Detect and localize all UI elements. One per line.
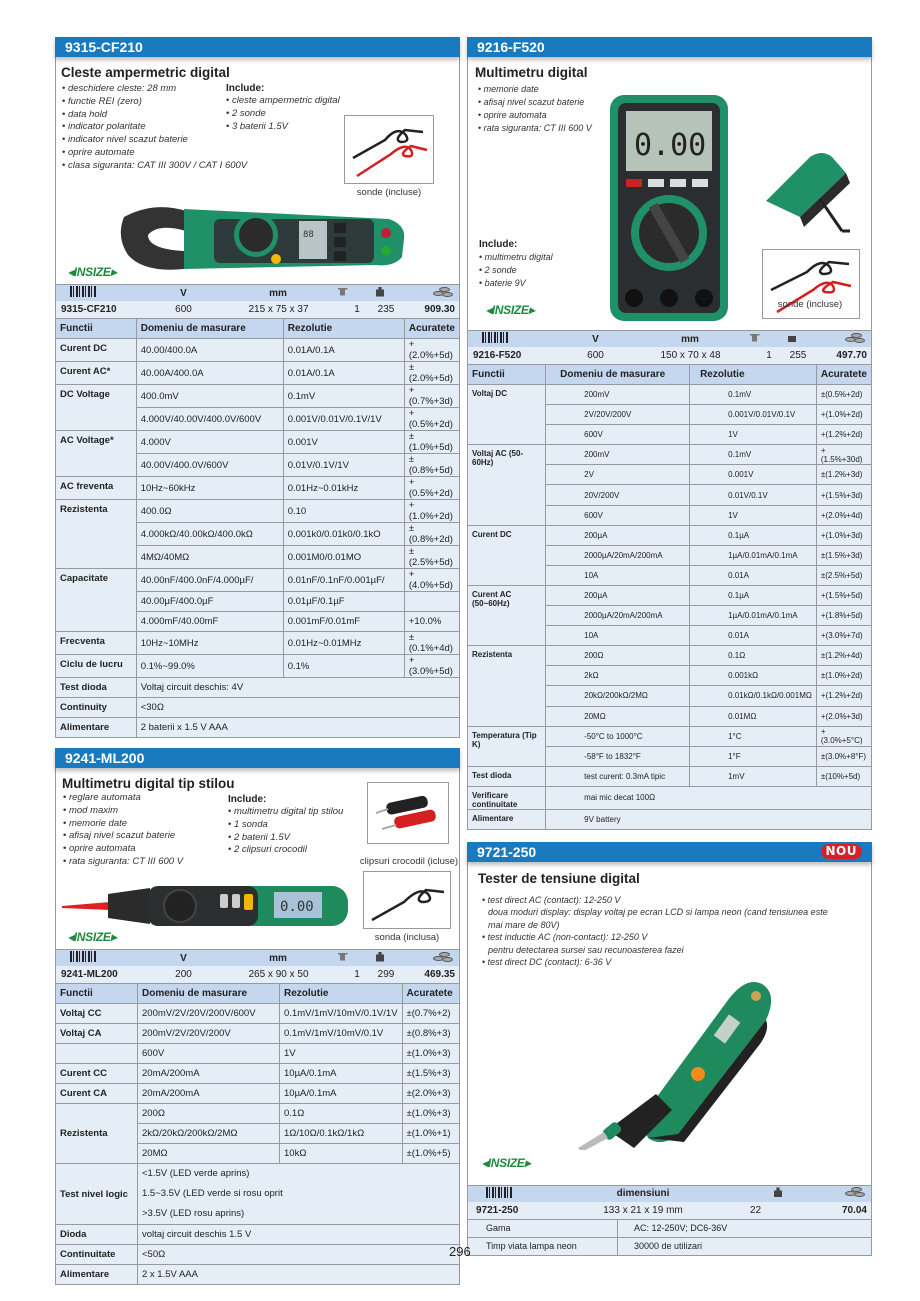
column-header: Acuratete [816,365,871,385]
spec-code: 9216-F520 [473,350,522,361]
spec-voltage: 600 [587,350,604,361]
column-header: Domeniu de masurare [136,319,283,339]
table-row: 20MΩ 0.01MΩ +(2.0%+3d) [468,706,872,726]
product-header-9315-cf210 [55,37,460,57]
include-item: • 2 clipsuri crocodil [228,844,343,857]
product-card-9216-f520 [467,57,872,330]
svg-text:88: 88 [303,230,314,240]
weight-icon [774,1187,782,1197]
voltage-label: V [180,952,187,964]
weight-icon [376,952,384,962]
feature-item: • indicator nivel scazut baterie [62,134,247,147]
spec-quantity: 1 [766,350,772,361]
spec-code: 9721-250 [476,1204,519,1216]
table-row: Frecventa 10Hz~10MHz 0.01Hz~0.01MHz ±(0.1%+4d) [56,632,460,655]
hopper-icon [338,953,348,961]
product-card-9315-cf210 [55,57,460,284]
spec-dimensions: 150 x 70 x 48 [660,350,721,361]
feature-item: • data hold [62,109,247,122]
feature-list [62,83,247,173]
crocodile-clips-thumbnail [367,782,449,844]
table-header-row [56,984,460,1004]
weight-icon [376,287,384,297]
includes-list [228,806,343,857]
feature-item: mai mare de 80V) [488,919,560,930]
insize-logo: ◂INSIZE▸ [68,265,117,279]
coins-icon [845,333,867,343]
table-row: Alimentare 2 baterii x 1.5 V AAA [56,718,460,738]
spec-table-9216-f520 [467,364,872,830]
include-item: • multimetru digital [479,251,553,264]
table-row: 10A 0.01A +(3.0%+7d) [468,626,872,646]
table-row: 600V 1V +(2.0%+4d) [468,505,872,525]
feature-item: • test direct DC (contact): 6-36 V [482,956,828,969]
feature-item: • afisaj nivel scazut baterie [63,830,183,843]
column-header: Rezolutie [280,984,403,1004]
spec-table-9241-ml200 [55,983,460,1285]
table-row: Voltaj AC (50-60Hz) 200mV 0.1mV +(1.5%+30d) [468,445,872,465]
table-row: Curent AC (50~60Hz) 200µA 0.1µA +(1.5%+5d) [468,585,872,605]
probe-thumbnail [363,871,451,929]
barcode-icon [70,286,96,297]
spec-voltage: 600 [175,304,192,315]
table-row: 10A 0.01A ±(2.5%+5d) [468,565,872,585]
weight-icon [788,336,796,342]
dimensions-label: mm [269,952,287,964]
include-item: • baterie 9V [479,277,553,290]
feature-item: • test inductie AC (non-contact): 12-250 V [482,931,828,944]
table-row: 20MΩ 10kΩ ±(1.0%+5) [56,1144,460,1164]
table-row: Curent DC 40.00/400.0A 0.01A/0.1A +(2.0%+5d) [56,339,460,362]
include-item: • cleste ampermetric digital [226,95,340,108]
arrow-right-icon: ▸ [528,303,535,317]
spec-code: 9315-CF210 [61,304,117,315]
dimensions-label: dimensiuni [616,1188,670,1200]
spec-values-row [55,966,460,983]
spec-weight: 255 [789,350,807,361]
voltage-label: V [180,287,187,299]
spec-dimensions: 133 x 21 x 19 mm [603,1204,683,1216]
table-row: Continuitate <50Ω [56,1245,460,1265]
table-row: Test dioda Voltaj circuit deschis: 4V [56,678,460,698]
column-header: Functii [56,984,138,1004]
digital-multimeter-image [608,93,730,325]
table-row: 600V 1V +(1.2%+2d) [468,425,872,445]
feature-item: • indicator polaritate [62,121,247,134]
include-item: • 3 baterii 1.5V [226,121,340,134]
table-row: 4.000kΩ/40.00kΩ/400.0kΩ 0.001k0/0.01k0/0.1kO ±(0.8%+2d) [56,523,460,546]
table-row: Voltaj CA 200mV/2V/20V/200V 0.1mV/1mV/10mV/0.1V ±(0.8%+3) [56,1024,460,1044]
spec-header-row [55,284,460,301]
table-row: 40.00V/400.0V/600V 0.01V/0.1V/1V ±(0.8%+5d) [56,454,460,477]
spec-price: 70.04 [841,1204,867,1216]
arrow-left-icon: ◂ [68,265,74,279]
thumbnail-caption: sonda (inclusa) [374,932,440,943]
table-row: Continuity <30Ω [56,698,460,718]
table-row: Capacitate 40.00nF/400.0nF/4.000µF/ 0.01nF/0.1nF/0.001µF/ +(4.0%+5d) [56,569,460,592]
table-row: 2V 0.001V ±(1.2%+3d) [468,465,872,485]
barcode-icon [486,1187,512,1198]
spec-header-row [55,949,460,966]
table-row: Rezistenta 200Ω 0.1Ω ±(1.2%+4d) [468,646,872,666]
table-row: 2000µA/20mA/200mA 1µA/0.01mA/0.1mA ±(1.5%+3d) [468,545,872,565]
coins-icon [845,1187,867,1197]
coins-icon [433,287,455,297]
insize-logo: ◂INSIZE▸ [68,930,117,944]
feature-item: • oprire automate [62,147,247,160]
product-header-9216-f520 [467,37,872,57]
voltage-tester-image [548,970,788,1150]
feature-item: • deschidere cleste: 28 mm [62,83,247,96]
feature-item: • reglare automata [63,792,183,805]
clamp-meter-image [114,197,414,279]
includes-title: Include: [228,794,267,805]
table-row: Curent CA 20mA/200mA 10µA/0.1mA ±(2.0%+3) [56,1084,460,1104]
hopper-icon [750,334,760,342]
product-code: 9721-250 [477,843,537,860]
feature-item: • memorie date [63,818,183,831]
product-card-9241-ml200 [55,768,460,949]
spec-voltage: 200 [175,969,192,980]
table-row: Curent CC 20mA/200mA 10µA/0.1mA ±(1.5%+3) [56,1064,460,1084]
include-item: • multimetru digital tip stilou [228,806,343,819]
feature-item: • memorie date [478,83,592,96]
insize-logo: ◂INSIZE▸ [486,303,535,317]
table-row: Rezistenta 400.0Ω 0.10 +(1.0%+2d) [56,500,460,523]
arrow-right-icon: ▸ [110,930,117,944]
column-header: Rezolutie [690,365,817,385]
product-header-9241-ml200 [55,748,460,768]
test-probes-image [345,116,433,183]
table-row: Temperatura (Tip K) -50°C to 1000°C 1°C +(3.0%+5°C) [468,726,872,746]
product-card-9721-250 [467,862,872,1185]
column-header: Functii [56,319,137,339]
table-row: 40.00µF/400.0µF 0.01µF/0.1µF [56,592,460,612]
spec-values-row [467,1202,872,1219]
column-header: Acuratete [402,984,459,1004]
spec-header-row [467,1185,872,1202]
spec-values-row [467,347,872,364]
includes-block [479,239,553,290]
feature-item: • afisaj nivel scazut baterie [478,96,592,109]
table-row: Curent AC* 40.00A/400.0A 0.01A/0.1A ±(2.0%+5d) [56,362,460,385]
table-row: 20V/200V 0.01V/0.1V +(1.5%+3d) [468,485,872,505]
feature-item: • test direct AC (contact): 12-250 V [482,894,828,907]
svg-text:0.00: 0.00 [280,899,314,915]
includes-title: Include: [226,83,265,94]
table-row: Alimentare 9V battery [468,809,872,829]
table-row: 4MΩ/40MΩ 0.001M0/0.01MO ±(2.5%+5d) [56,546,460,569]
feature-list [482,894,828,969]
barcode-icon [482,332,508,343]
spec-weight: 235 [377,304,395,315]
include-item: • 2 sonde [226,108,340,121]
table-row: Rezistenta 200Ω 0.1Ω ±(1.0%+3) [56,1104,460,1124]
include-item: • 2 baterii 1.5V [228,832,343,845]
column-header: Acuratete [404,319,459,339]
table-row: Test dioda test curent: 0.3mA tipic 1mV ±(10%+5d) [468,766,872,786]
test-probe-image [364,872,450,928]
barcode-icon [70,951,96,962]
dimensions-label: mm [681,333,699,345]
thumbnail-caption: clipsuri crocodil (icluse) [359,856,459,867]
feature-item: • rata siguranta: CT III 600 V [478,122,592,135]
table-row: 600V 1V ±(1.0%+3) [56,1044,460,1064]
feature-item: doua moduri display: display voltaj pe ecran LCD si lampa neon (cand tensiunea este [488,907,828,918]
feature-item: • rata siguranta: CT III 600 V [63,856,183,869]
table-row: 4.000mF/40.00mF 0.001mF/0.01mF +10.0% [56,612,460,632]
table-header-row [468,365,872,385]
arrow-left-icon: ◂ [482,1155,488,1170]
product-title: Multimetru digital tip stilou [62,776,235,791]
probes-thumbnail [344,115,434,184]
spec-dimensions: 265 x 90 x 50 [248,969,309,980]
table-row: 2000µA/20mA/200mA 1µA/0.01mA/0.1mA +(1.8%+5d) [468,606,872,626]
spec-values-row [55,301,460,318]
product-title: Multimetru digital [475,65,588,80]
spec-weight: 299 [377,969,395,980]
arrow-right-icon: ▸ [524,1155,531,1170]
table-row: Voltaj CC 200mV/2V/20V/200V/600V 0.1mV/1mV/10mV/0.1V/1V ±(0.7%+2) [56,1004,460,1024]
table-row: Timp viata lampa neon 30000 de utilizari [468,1237,872,1255]
new-badge: NOU [821,844,863,859]
svg-text:0.00: 0.00 [634,128,707,163]
product-title: Cleste ampermetric digital [61,65,230,80]
table-row: Curent DC 200µA 0.1µA +(1.0%+3d) [468,525,872,545]
product-code: 9216-F520 [477,39,545,55]
feature-item: • oprire automata [63,843,183,856]
table-row: 20kΩ/200kΩ/2MΩ 0.01kΩ/0.1kΩ/0.001MΩ +(1.2%+2d) [468,686,872,706]
include-item: • 2 sonde [479,264,553,277]
insize-logo: ◂INSIZE▸ [482,1155,531,1170]
coins-icon [433,952,455,962]
feature-list [478,83,592,135]
include-item: • 1 sonda [228,819,343,832]
hopper-icon [338,288,348,296]
table-row: AC freventa 10Hz~60kHz 0.01Hz~0.01kHz +(0.5%+2d) [56,477,460,500]
table-row: AC Voltage* 4.000V 0.001V ±(1.0%+5d) [56,431,460,454]
dimensions-label: mm [269,287,287,299]
spec-price: 497.70 [836,350,867,361]
page-number: 296 [449,1244,471,1259]
table-row: 2kΩ/20kΩ/200kΩ/2MΩ 1Ω/10Ω/0.1kΩ/1kΩ ±(1.0%+1) [56,1124,460,1144]
table-row: Verificare continuitate mai mic decat 100Ω [468,786,872,809]
feature-item: pentru detectarea sursei sau recunoasterea fazei [488,944,684,955]
table-row: Alimentare 2 x 1.5V AAA [56,1265,460,1285]
spec-table-9315-cf210 [55,318,460,738]
table-row: 2kΩ 0.001kΩ ±(1.0%+2d) [468,666,872,686]
left-column [55,37,460,1285]
product-code: 9241-ML200 [65,750,145,766]
feature-item: • clasa siguranta: CAT III 300V / CAT I 600V [62,160,247,173]
product-header-9721-250 [467,842,872,862]
spec-table-9721-250 [467,1219,872,1256]
column-header: Domeniu de masurare [138,984,280,1004]
table-row: Gama AC: 12-250V; DC6-36V [468,1219,872,1237]
spec-quantity: 1 [354,304,360,315]
thumbnail-caption: sonde (incluse) [777,299,843,310]
spec-code: 9241-ML200 [61,969,118,980]
product-code: 9315-CF210 [65,39,143,55]
table-row: 2V/20V/200V 0.001V/0.01V/0.1V +(1.0%+2d) [468,405,872,425]
right-column [467,37,872,1256]
spec-dimensions: 215 x 75 x 37 [248,304,309,315]
spec-weight: 22 [749,1204,762,1216]
table-row: 4.000V/40.00V/400.0V/600V 0.001V/0.01V/0.1V/1V +(0.5%+2d) [56,408,460,431]
column-header: Domeniu de masurare [546,365,690,385]
spec-quantity: 1 [354,969,360,980]
product-title: Tester de tensiune digital [478,870,640,886]
crocodile-clips-image [368,783,448,843]
includes-list [479,251,553,290]
spec-price: 909.30 [424,304,455,315]
spec-header-row [467,330,872,347]
arrow-right-icon: ▸ [110,265,117,279]
spec-price: 469.35 [424,969,455,980]
table-row: Voltaj DC 200mV 0.1mV ±(0.5%+2d) [468,385,872,405]
includes-title: Include: [479,239,518,250]
feature-item: • mod maxim [63,805,183,818]
thumbnail-caption: sonde (incluse) [356,187,422,198]
arrow-left-icon: ◂ [68,930,74,944]
pen-multimeter-image [60,880,358,930]
column-header: Rezolutie [283,319,404,339]
feature-list [63,792,183,869]
arrow-left-icon: ◂ [486,303,492,317]
table-row: Dioda voltaj circuit deschis 1.5 V [56,1225,460,1245]
voltage-label: V [592,333,599,345]
table-row: Ciclu de lucru 0.1%~99.0% 0.1% +(3.0%+5d) [56,655,460,678]
feature-item: • functie REI (zero) [62,96,247,109]
includes-list [226,95,340,133]
column-header: Functii [468,365,546,385]
table-row: -58°F to 1832°F 1°F ±(3.0%+8°F) [468,746,872,766]
includes-block [226,83,340,133]
table-row: DC Voltage 400.0mV 0.1mV +(0.7%+3d) [56,385,460,408]
feature-item: • oprire automata [478,109,592,122]
table-row: Test nivel logic <1.5V (LED verde aprins) 1.5~3.5V (LED verde si rosu oprit >3.5V (LED rosu aprins) [56,1164,460,1225]
includes-block [228,794,343,857]
multimeter-side-view-image [760,143,856,235]
table-header-row [56,319,460,339]
